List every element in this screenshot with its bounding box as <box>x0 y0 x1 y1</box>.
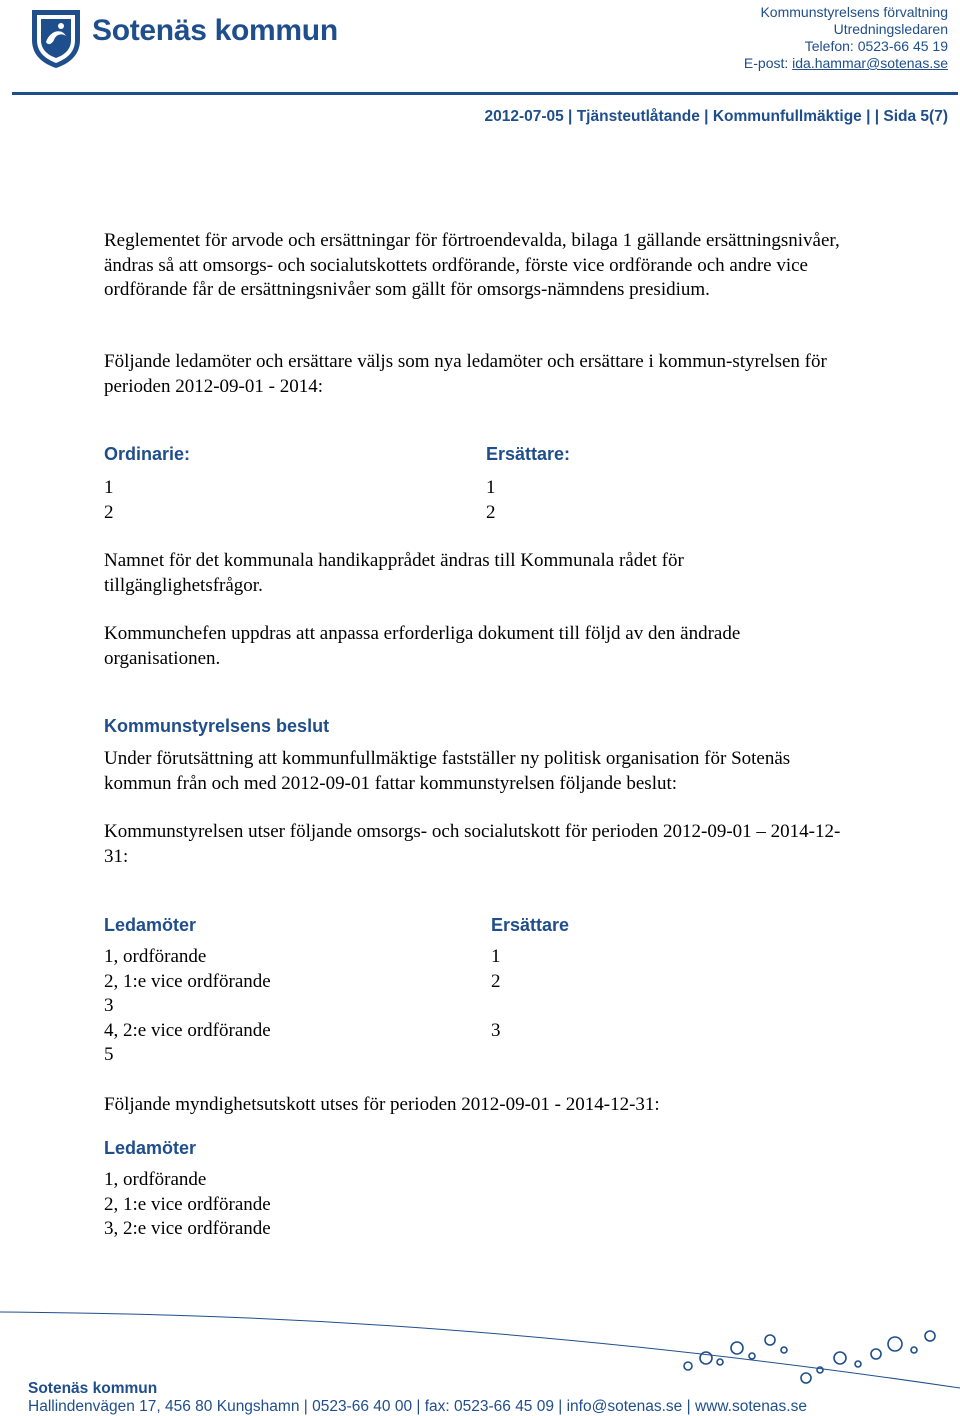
contact-department: Kommunstyrelsens förvaltning <box>760 4 948 20</box>
list-item: 4, 2:e vice ordförande <box>104 1019 271 1041</box>
paragraph-forutsattning: Under förutsättning att kommunfullmäktige fastställer ny politisk organisation för Sotenäs kommun från och med 2012-09-01 fattar kommunstyrelsen följande beslut: <box>104 748 791 794</box>
list-item: 3, 2:e vice ordförande <box>104 1218 271 1239</box>
paragraph-ledamoter: Följande ledamöter och ersättare väljs som nya ledamöter och ersättare i kommun-styrelsen för perioden 2012-09-01 - 2014: <box>104 351 827 397</box>
paragraph-myndighetsutskott: Följande myndighetsutskott utses för perioden 2012-09-01 - 2014-12-31: <box>104 1094 660 1115</box>
paragraph-kommunchefen: Kommunchefen uppdras att anpassa erforderliga dokument till följd av den ändrade organisationen. <box>104 623 741 669</box>
list-item: 1 <box>486 477 496 498</box>
list-item: 3 <box>104 995 114 1016</box>
list2-right-header: Ersättare <box>491 915 570 935</box>
list-item: 2 <box>486 501 496 523</box>
list-item: 1 <box>491 946 501 967</box>
list-item: 3 <box>491 1019 501 1041</box>
paragraph-handikappradet: Namnet för det kommunala handikapprådet ändras till Kommunala rådet för tillgänglighetsfrågor. <box>104 550 684 596</box>
list-item: 5 <box>104 1044 114 1065</box>
document-meta: 2012-07-05 | Tjänsteutlåtande | Kommunfullmäktige | | Sida 5(7) <box>484 108 948 125</box>
contact-role: Utredningsledaren <box>833 21 948 37</box>
contact-phone: Telefon: 0523-66 45 19 <box>804 38 948 54</box>
contact-email-label: E-post: <box>743 55 793 71</box>
decision-heading: Kommunstyrelsens beslut <box>104 716 330 736</box>
list-item: 2 <box>491 970 501 992</box>
paragraph-omsorgsutskott: Kommunstyrelsen utser följande omsorgs- och socialutskott för perioden 2012-09-01 – 2014-12-31: <box>104 821 841 867</box>
list1-right-column <box>486 476 496 525</box>
list1-right-header: Ersättare: <box>486 444 571 464</box>
contact-email-link[interactable]: ida.hammar@sotenas.se <box>792 55 948 71</box>
list2-left-column <box>104 945 271 1068</box>
contact-block <box>744 4 948 72</box>
paragraph-reglemente: Reglementet för arvode och ersättningar för förtroendevalda, bilaga 1 gällande ersättningsnivåer, ändras så att omsorgs- och socialutskottets ordförande, förste vice ordförande och andre vice ordförande får de ersättningsnivåer som gällt för omsorgs-nämndens presidium. <box>104 230 840 300</box>
list-item: 2, 1:e vice ordförande <box>104 1193 271 1215</box>
footer-contact-info: Hallindenvägen 17, 456 80 Kungshamn | 0523-66 40 00 | fax: 0523-66 45 09 | info@sotenas.se | www.sotenas.se <box>28 1398 807 1415</box>
list3-header: Ledamöter <box>104 1138 197 1158</box>
list3-column <box>104 1168 271 1242</box>
footer-wave-decoration <box>0 1300 960 1390</box>
list-item: 1 <box>104 477 114 498</box>
header-rule <box>12 92 958 95</box>
list-item: 1, ordförande <box>104 946 207 967</box>
list1-left-header: Ordinarie: <box>104 444 191 464</box>
list-item: 2 <box>104 501 114 523</box>
list-item: 1, ordförande <box>104 1169 207 1190</box>
list-item <box>491 994 501 1019</box>
footer-org-name: Sotenäs kommun <box>28 1380 158 1397</box>
sotenas-logo <box>28 6 84 70</box>
list-item <box>491 1043 501 1068</box>
list2-right-column <box>491 945 501 1068</box>
org-name: Sotenäs kommun <box>92 14 338 47</box>
list1-left-column <box>104 476 114 525</box>
list2-left-header: Ledamöter <box>104 915 197 935</box>
contact-email-row <box>744 55 948 72</box>
list-item: 2, 1:e vice ordförande <box>104 970 271 992</box>
